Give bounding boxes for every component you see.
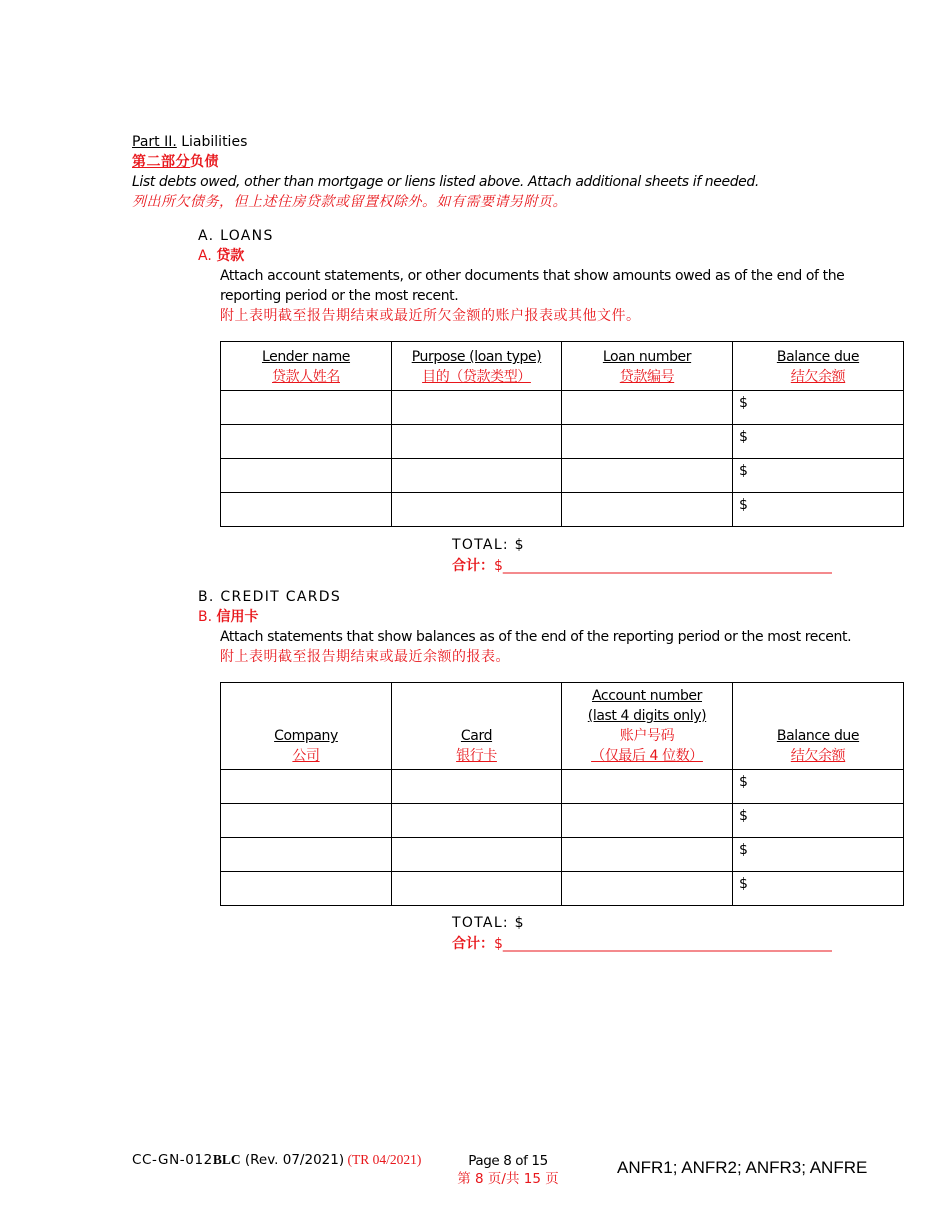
cc-card-field[interactable]	[392, 838, 562, 872]
cc-account-field[interactable]	[562, 872, 733, 906]
col-company	[221, 683, 392, 770]
credit-cards-header-row	[221, 683, 904, 770]
part-title-cn-rest: 负债	[190, 154, 219, 170]
col-account-number-en: Account number	[591, 688, 703, 704]
loans-header-row	[221, 342, 904, 391]
loan-purpose-field[interactable]	[392, 391, 562, 425]
part-instructions-cn: 列出所欠债务，但上述住房贷款或留置权除外。如有需要请另附页。	[132, 194, 567, 210]
loans-row	[221, 459, 904, 493]
loans-heading-cn	[198, 246, 878, 266]
credit-cards-instructions-cn: 附上表明截至报告期结束或最近余额的报表。	[220, 649, 510, 665]
loan-lender-field[interactable]	[221, 425, 392, 459]
col-balance-due-cn: 结欠余额	[790, 369, 846, 385]
credit-cards-total	[452, 913, 912, 955]
col-cc-balance-due	[733, 683, 904, 770]
loan-balance-field[interactable]: $	[733, 425, 904, 459]
loans-row	[221, 425, 904, 459]
col-card	[392, 683, 562, 770]
loans-heading: A. LOANS	[198, 228, 274, 244]
col-purpose-cn: 目的（贷款类型）	[422, 369, 531, 385]
credit-cards-instructions: Attach statements that show balances as of the end of the reporting period or the most recent.	[220, 629, 852, 645]
form-number-suffix: BLC	[212, 1152, 241, 1167]
part-label: Part II.	[132, 134, 177, 150]
cc-account-field[interactable]	[562, 804, 733, 838]
part-instructions: List debts owed, other than mortgage or liens listed above. Attach additional sheets if needed.	[132, 174, 759, 190]
credit-cards-section-header	[198, 587, 878, 667]
loans-heading-cn-text: 贷款	[216, 248, 245, 264]
part-title	[132, 132, 852, 152]
footer-page-number	[440, 1152, 576, 1188]
form-translation-date: (TR 04/2021)	[344, 1152, 422, 1167]
footer-form-id	[132, 1152, 421, 1169]
col-account-number-cn: 账户号码	[619, 728, 675, 744]
cc-balance-field[interactable]: $	[733, 872, 904, 906]
form-revision: (Rev. 07/2021)	[240, 1152, 345, 1168]
cc-balance-field[interactable]: $	[733, 838, 904, 872]
credit-cards-row	[221, 838, 904, 872]
col-cc-balance-due-en: Balance due	[776, 728, 860, 744]
cc-company-field[interactable]	[221, 838, 392, 872]
loans-section-header	[198, 226, 878, 326]
credit-cards-total-label: TOTAL: $	[452, 915, 525, 931]
col-lender-name-cn: 贷款人姓名	[272, 369, 340, 385]
loan-lender-field[interactable]	[221, 493, 392, 527]
col-loan-number-cn: 贷款编号	[619, 369, 675, 385]
page-number-en: Page 8 of 15	[468, 1153, 548, 1169]
part-ii-header	[132, 132, 852, 212]
page-number-cn: 第 8 页/共 15 页	[457, 1171, 559, 1187]
loans-total-cn-line[interactable]	[452, 556, 912, 577]
loans-heading-cn-letter: A.	[198, 248, 212, 264]
credit-cards-total-cn-line[interactable]	[452, 934, 912, 955]
part-title-cn-underlined: 第二部分	[132, 154, 190, 170]
loans-instructions-1: Attach account statements, or other documents that show amounts owed as of the end of the	[220, 268, 845, 284]
cc-balance-field[interactable]: $	[733, 770, 904, 804]
col-account-number-en2: (last 4 digits only)	[587, 708, 707, 724]
loan-number-field[interactable]	[562, 425, 733, 459]
col-company-cn: 公司	[292, 748, 320, 764]
cc-account-field[interactable]	[562, 838, 733, 872]
loans-total-cn: 合计：	[452, 558, 494, 574]
loan-balance-field[interactable]: $	[733, 493, 904, 527]
credit-cards-row	[221, 872, 904, 906]
loan-balance-field[interactable]: $	[733, 391, 904, 425]
loans-total-label: TOTAL: $	[452, 537, 525, 553]
cc-company-field[interactable]	[221, 770, 392, 804]
loan-lender-field[interactable]	[221, 391, 392, 425]
loan-purpose-field[interactable]	[392, 493, 562, 527]
credit-cards-total-blank[interactable]: _______________________________________________	[502, 936, 832, 952]
cc-company-field[interactable]	[221, 804, 392, 838]
col-loan-number-en: Loan number	[602, 349, 692, 365]
col-account-number-cn2: （仅最后 4 位数）	[591, 748, 703, 764]
credit-cards-row	[221, 804, 904, 838]
part-title-cn	[132, 152, 852, 172]
credit-cards-total-cn-dollar: $	[494, 936, 503, 952]
col-cc-balance-due-cn: 结欠余额	[790, 748, 846, 764]
credit-cards-total-cn: 合计：	[452, 936, 494, 952]
loan-number-field[interactable]	[562, 493, 733, 527]
credit-cards-table	[220, 682, 904, 906]
col-lender-name	[221, 342, 392, 391]
col-card-cn: 银行卡	[456, 748, 497, 764]
col-lender-name-en: Lender name	[261, 349, 351, 365]
cc-card-field[interactable]	[392, 804, 562, 838]
loan-lender-field[interactable]	[221, 459, 392, 493]
loan-purpose-field[interactable]	[392, 459, 562, 493]
col-purpose	[392, 342, 562, 391]
loan-balance-field[interactable]: $	[733, 459, 904, 493]
form-number-prefix: CC-GN-012	[132, 1152, 213, 1168]
cc-card-field[interactable]	[392, 872, 562, 906]
col-account-number	[562, 683, 733, 770]
loan-number-field[interactable]	[562, 391, 733, 425]
credit-cards-heading: B. CREDIT CARDS	[198, 589, 342, 605]
footer-form-codes: ANFR1; ANFR2; ANFR3; ANFRE	[617, 1158, 868, 1177]
credit-cards-heading-cn-letter: B.	[198, 609, 213, 625]
loans-total-cn-dollar: $	[494, 558, 503, 574]
credit-cards-heading-cn-text: 信用卡	[216, 609, 259, 625]
col-balance-due-en: Balance due	[776, 349, 860, 365]
col-balance-due	[733, 342, 904, 391]
cc-balance-field[interactable]: $	[733, 804, 904, 838]
loans-total	[452, 535, 912, 577]
col-purpose-en: Purpose (loan type)	[411, 349, 542, 365]
loans-table	[220, 341, 904, 527]
loans-row	[221, 493, 904, 527]
cc-card-field[interactable]	[392, 770, 562, 804]
col-company-en: Company	[274, 728, 338, 744]
loan-number-field[interactable]	[562, 459, 733, 493]
cc-company-field[interactable]	[221, 872, 392, 906]
credit-cards-row	[221, 770, 904, 804]
col-card-en: Card	[460, 728, 493, 744]
part-title-text: Liabilities	[176, 134, 248, 150]
loan-purpose-field[interactable]	[392, 425, 562, 459]
loans-total-blank[interactable]: _______________________________________________	[502, 558, 832, 574]
cc-account-field[interactable]	[562, 770, 733, 804]
col-loan-number	[562, 342, 733, 391]
loans-instructions-cn: 附上表明截至报告期结束或最近所欠金额的账户报表或其他文件。	[220, 308, 641, 324]
credit-cards-heading-cn	[198, 607, 878, 627]
loans-row	[221, 391, 904, 425]
loans-instructions-2: reporting period or the most recent.	[220, 288, 459, 304]
